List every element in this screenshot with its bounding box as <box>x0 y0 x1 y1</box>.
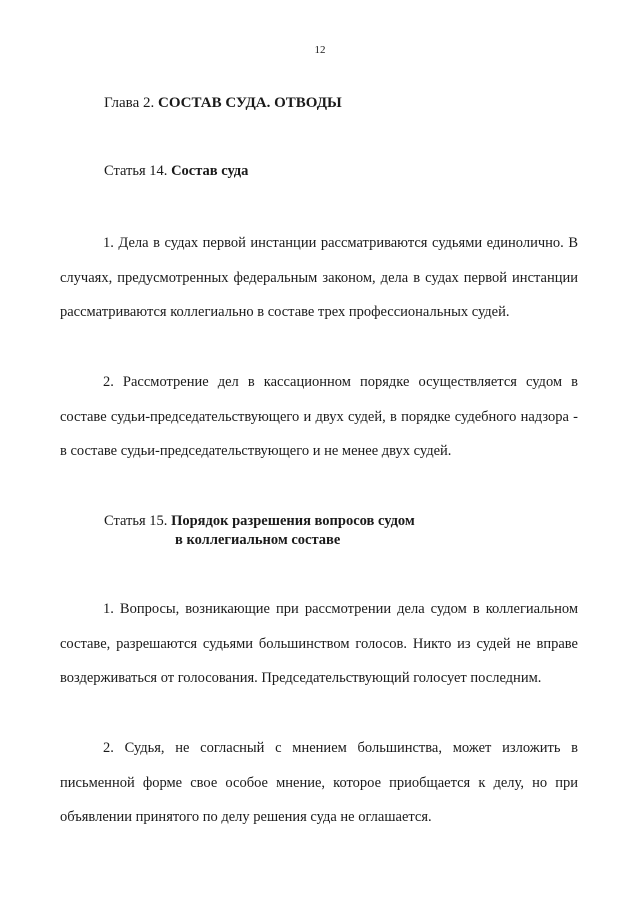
article-title: Порядок разрешения вопросов судом <box>171 513 415 529</box>
article-14-heading <box>104 163 248 180</box>
article-prefix: Статья 14. <box>104 163 168 179</box>
chapter-title: СОСТАВ СУДА. ОТВОДЫ <box>157 95 342 111</box>
article-title: Состав суда <box>171 163 249 179</box>
article-title-line2: в коллегиальном составе <box>175 532 341 548</box>
article-15-heading <box>104 513 415 549</box>
chapter-prefix: Глава 2. <box>104 95 155 111</box>
article-15-paragraph-1: 1. Вопросы, возникающие при рассмотрении дела судом в коллегиальном составе, разрешаются судьями большинством голосов. Никто из судей не вправе воздерживаться от голосования. Председательствующий голосует последним. <box>60 601 578 686</box>
page-number: 12 <box>314 44 326 56</box>
article-14-paragraph-2: 2. Рассмотрение дел в кассационном порядке осуществляется судом в составе судьи-председательствующего и двух судей, в порядке судебного надзора - в составе судьи-председательствующего и не менее двух судей. <box>60 374 578 459</box>
article-prefix: Статья 15. <box>104 513 168 529</box>
chapter-heading <box>104 95 342 112</box>
article-14-paragraph-1: 1. Дела в судах первой инстанции рассматриваются судьями единолично. В случаях, предусмотренных федеральным законом, дела в судах первой инстанции рассматриваются коллегиально в составе трех профессиональных судей. <box>60 235 578 320</box>
article-15-paragraph-2: 2. Судья, не согласный с мнением большинства, может изложить в письменной форме свое особое мнение, которое приобщается к делу, но при объявлении принятого по делу решения суда не оглашается. <box>60 740 578 825</box>
